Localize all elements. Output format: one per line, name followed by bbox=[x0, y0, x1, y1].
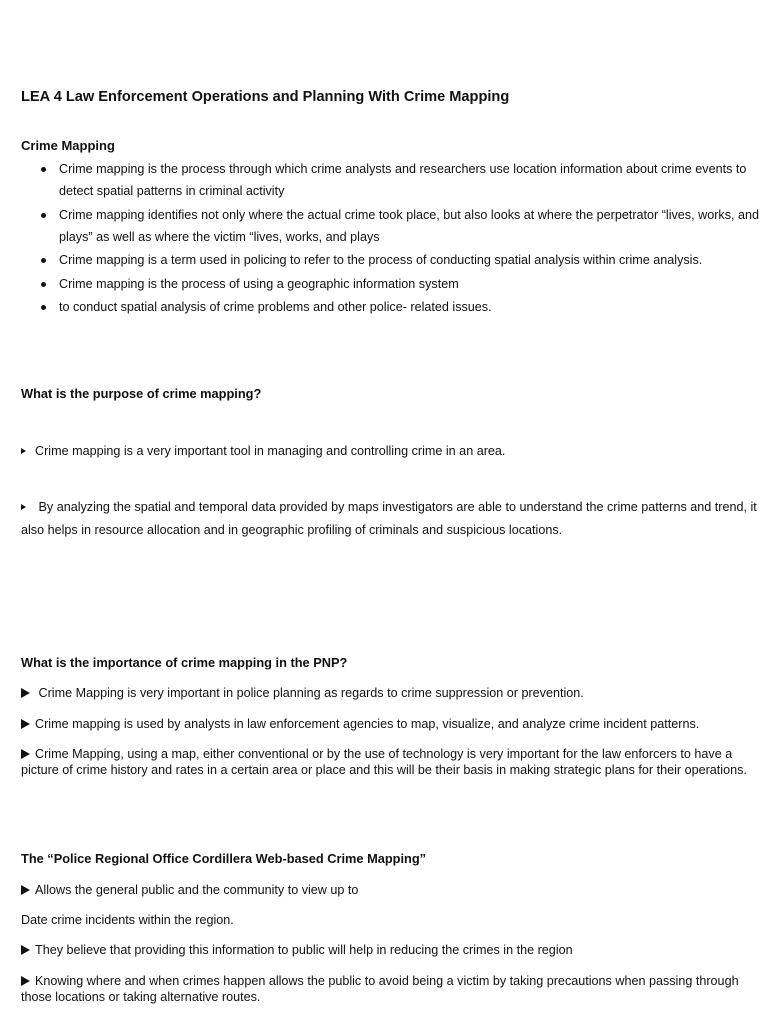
proc-heading: The “Police Regional Office Cordillera Web-based Crime Mapping” bbox=[21, 851, 427, 866]
triangle-bullet-icon bbox=[21, 945, 30, 955]
bullet-item: Crime mapping is a term used in policing to refer to the process of conducting spatial analysis within crime analysis. bbox=[21, 249, 766, 271]
triangle-bullet-icon bbox=[21, 885, 30, 895]
bullet-item: Crime mapping is the process of using a geographic information system bbox=[21, 273, 766, 295]
bullet-item: to conduct spatial analysis of crime problems and other police- related issues. bbox=[21, 296, 766, 318]
bullet-item: Crime mapping is the process through which crime analysts and researchers use location information about crime events to detect spatial patterns in criminal activity bbox=[21, 158, 766, 202]
purpose-point: Crime mapping is a very important tool in managing and controlling crime in an area. bbox=[21, 440, 763, 463]
importance-point: Crime Mapping is very important in police planning as regards to crime suppression or prevention. bbox=[21, 685, 763, 701]
triangle-bullet-icon bbox=[21, 688, 30, 698]
proc-point: They believe that providing this information to public will help in reducing the crimes in the region bbox=[21, 942, 763, 958]
document-title: LEA 4 Law Enforcement Operations and Planning With Crime Mapping bbox=[21, 89, 510, 105]
triangle-bullet-icon bbox=[21, 504, 26, 510]
proc-point: Knowing where and when crimes happen allows the public to avoid being a victim by taking precautions when passing through those locations or taking alternative routes. bbox=[21, 974, 739, 1004]
purpose-heading: What is the purpose of crime mapping? bbox=[21, 386, 262, 401]
importance-heading: What is the importance of crime mapping in the PNP? bbox=[21, 655, 348, 670]
proc-point: Allows the general public and the community to view up to bbox=[21, 882, 763, 898]
bullet-item: Crime mapping identifies not only where the actual crime took place, but also looks at where the perpetrator “lives, works, and plays” as well as where the victim “lives, works, and plays bbox=[21, 204, 766, 248]
importance-point: Crime Mapping, using a map, either conventional or by the use of technology is very important for the law enforcers to have a picture of crime history and rates in a certain area or place and this will be their basis in making strategic plans for their operations. bbox=[21, 747, 747, 777]
triangle-bullet-icon bbox=[21, 749, 30, 759]
importance-point: Crime mapping is used by analysts in law enforcement agencies to map, visualize, and analyze crime incident patterns. bbox=[21, 716, 763, 732]
crime-mapping-heading: Crime Mapping bbox=[21, 138, 115, 153]
triangle-bullet-icon bbox=[21, 976, 30, 986]
triangle-bullet-icon bbox=[21, 719, 30, 729]
triangle-bullet-icon bbox=[21, 448, 26, 454]
proc-text-line: Date crime incidents within the region. bbox=[21, 913, 234, 927]
crime-mapping-bullet-list bbox=[21, 158, 766, 320]
purpose-point: By analyzing the spatial and temporal data provided by maps investigators are able to understand the crime patterns and trend, it also helps in resource allocation and in geographic profiling of criminals and suspicious locations. bbox=[21, 500, 757, 537]
